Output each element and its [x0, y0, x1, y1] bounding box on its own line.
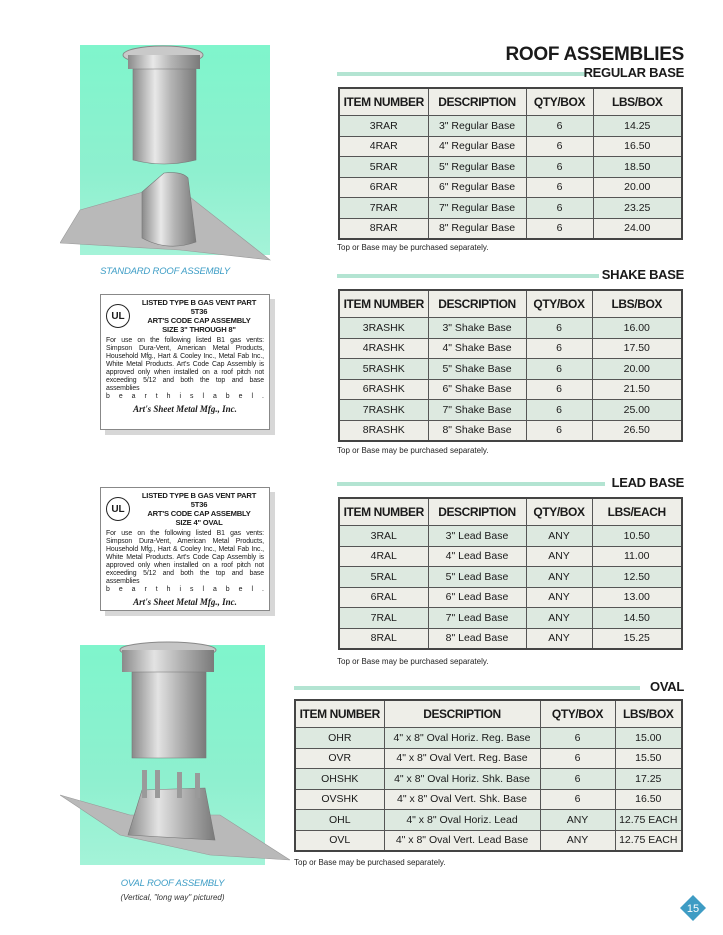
- table-row: [295, 748, 682, 769]
- qty-cell: 6: [526, 318, 592, 339]
- description-cell: 7" Shake Base: [428, 400, 526, 421]
- item-number-cell: OVSHK: [295, 789, 384, 810]
- item-number-cell: 7RAL: [339, 608, 428, 629]
- table-body: [295, 728, 682, 852]
- table-body: [339, 116, 682, 240]
- table-row: [295, 728, 682, 749]
- letter: b: [225, 393, 230, 400]
- section-accent-bar: [337, 274, 599, 278]
- page-number-badge: [680, 895, 706, 921]
- qty-cell: 6: [540, 769, 615, 790]
- column-header: ITEM NUMBER: [339, 498, 428, 526]
- table-row: [295, 769, 682, 790]
- qty-cell: 6: [526, 420, 592, 441]
- table-header-row: [295, 700, 682, 728]
- weight-cell: 12.75 EACH: [615, 830, 682, 851]
- letter: a: [131, 393, 136, 400]
- qty-cell: ANY: [526, 567, 592, 588]
- letter: a: [212, 393, 217, 400]
- weight-cell: 20.00: [592, 359, 682, 380]
- qty-cell: ANY: [526, 608, 592, 629]
- column-header: QTY/BOX: [526, 498, 592, 526]
- table-row: [339, 359, 682, 380]
- table-body: [339, 318, 682, 442]
- label-body: For use on the following listed B1 gas vents: Simpson Dura-Vent, American Metal Products, Household Mfg., Hart & Cooley Inc., Metal Fab Inc., White Metal Products. Art's Code Cap Assembly is approved only when installed on a roof pitch not exceeding 5/12 and both the top and base assemblies: [106, 337, 264, 392]
- weight-cell: 16.50: [593, 136, 682, 157]
- item-number-cell: OVR: [295, 748, 384, 769]
- description-cell: 4" x 8" Oval Vert. Shk. Base: [384, 789, 540, 810]
- table-row: [339, 136, 682, 157]
- label-line-2: ART'S CODE CAP ASSEMBLY: [147, 316, 251, 325]
- qty-cell: 6: [526, 177, 593, 198]
- item-number-cell: 5RAL: [339, 567, 428, 588]
- item-number-cell: OHL: [295, 810, 384, 831]
- section-header-regular-base: [337, 66, 684, 82]
- letter: e: [118, 393, 123, 400]
- description-cell: 4" Regular Base: [428, 136, 526, 157]
- description-cell: 5" Lead Base: [428, 567, 526, 588]
- description-cell: 8" Regular Base: [428, 218, 526, 239]
- qty-cell: 6: [526, 157, 593, 178]
- letter: r: [144, 393, 147, 400]
- label-bear-this-label: [106, 393, 264, 401]
- section-header-oval: [294, 680, 684, 696]
- section-header-lead-base: [337, 476, 684, 492]
- item-number-cell: 8RASHK: [339, 420, 428, 441]
- table-row: [339, 338, 682, 359]
- weight-cell: 15.25: [592, 628, 682, 649]
- description-cell: 8" Lead Base: [428, 628, 526, 649]
- table-row: [339, 318, 682, 339]
- oval-table: [294, 699, 683, 852]
- table-row: [339, 218, 682, 239]
- column-header: ITEM NUMBER: [339, 290, 428, 318]
- qty-cell: 6: [540, 789, 615, 810]
- qty-cell: ANY: [540, 830, 615, 851]
- qty-cell: 6: [526, 379, 592, 400]
- description-cell: 6" Regular Base: [428, 177, 526, 198]
- column-header: QTY/BOX: [526, 290, 592, 318]
- column-header: DESCRIPTION: [428, 290, 526, 318]
- weight-cell: 11.00: [592, 546, 682, 567]
- weight-cell: 18.50: [593, 157, 682, 178]
- table-row: [339, 567, 682, 588]
- qty-cell: 6: [526, 359, 592, 380]
- item-number-cell: 4RAR: [339, 136, 428, 157]
- description-cell: 5" Regular Base: [428, 157, 526, 178]
- letter: e: [238, 586, 243, 593]
- column-header: QTY/BOX: [526, 88, 593, 116]
- letter: b: [106, 586, 110, 593]
- description-cell: 3" Regular Base: [428, 116, 526, 137]
- item-number-cell: 3RAL: [339, 526, 428, 547]
- qty-cell: 6: [526, 136, 593, 157]
- letter: i: [179, 393, 182, 400]
- weight-cell: 14.50: [592, 608, 682, 629]
- item-number-cell: 8RAR: [339, 218, 428, 239]
- description-cell: 4" x 8" Oval Horiz. Reg. Base: [384, 728, 540, 749]
- oval-roof-assembly-illustration: [60, 630, 290, 870]
- column-header: ITEM NUMBER: [339, 88, 428, 116]
- table-note: Top or Base may be purchased separately.: [337, 243, 489, 252]
- letter: l: [202, 393, 204, 400]
- description-cell: 5" Shake Base: [428, 359, 526, 380]
- table-header-row: [339, 88, 682, 116]
- qty-cell: 6: [540, 748, 615, 769]
- section-accent-bar: [337, 72, 587, 76]
- column-header: LBS/EACH: [592, 498, 682, 526]
- table-row: [339, 116, 682, 137]
- item-number-cell: 6RASHK: [339, 379, 428, 400]
- item-number-cell: 3RAR: [339, 116, 428, 137]
- standard-roof-assembly-caption: STANDARD ROOF ASSEMBLY: [100, 266, 230, 277]
- letter: i: [179, 586, 182, 593]
- description-cell: 8" Shake Base: [428, 420, 526, 441]
- table-row: [339, 420, 682, 441]
- oval-roof-assembly-subcaption: (Vertical, "long way" pictured): [120, 893, 225, 902]
- column-header: LBS/BOX: [592, 290, 682, 318]
- column-header: DESCRIPTION: [428, 498, 526, 526]
- table-row: [339, 608, 682, 629]
- weight-cell: 17.50: [592, 338, 682, 359]
- letter: b: [106, 393, 110, 400]
- description-cell: 4" x 8" Oval Horiz. Lead: [384, 810, 540, 831]
- label-manufacturer: Art's Sheet Metal Mfg., Inc.: [133, 404, 237, 414]
- weight-cell: 12.75 EACH: [615, 810, 682, 831]
- column-header: DESCRIPTION: [384, 700, 540, 728]
- letter: l: [202, 586, 204, 593]
- weight-cell: 16.00: [592, 318, 682, 339]
- section-header-shake-base: [337, 268, 684, 284]
- letter: e: [118, 586, 123, 593]
- weight-cell: 10.50: [592, 526, 682, 547]
- letter: h: [166, 393, 171, 400]
- table-row: [339, 177, 682, 198]
- letter: .: [261, 586, 264, 593]
- description-cell: 4" x 8" Oval Vert. Reg. Base: [384, 748, 540, 769]
- table-row: [339, 546, 682, 567]
- column-header: ITEM NUMBER: [295, 700, 384, 728]
- qty-cell: ANY: [540, 810, 615, 831]
- table-row: [295, 789, 682, 810]
- column-header: QTY/BOX: [540, 700, 615, 728]
- description-cell: 4" Shake Base: [428, 338, 526, 359]
- page-title: ROOF ASSEMBLIES: [505, 44, 684, 65]
- shake-base-table: [338, 289, 683, 442]
- letter: l: [251, 586, 253, 593]
- label-line-3: SIZE 3" THROUGH 8": [162, 325, 236, 334]
- oval-roof-assembly-caption: OVAL ROOF ASSEMBLY: [120, 878, 225, 889]
- weight-cell: 13.00: [592, 587, 682, 608]
- table-row: [339, 157, 682, 178]
- section-title: SHAKE BASE: [601, 267, 684, 282]
- description-cell: 4" x 8" Oval Vert. Lead Base: [384, 830, 540, 851]
- section-title: LEAD BASE: [611, 475, 684, 490]
- weight-cell: 23.25: [593, 198, 682, 219]
- weight-cell: 21.50: [592, 379, 682, 400]
- table-row: [339, 198, 682, 219]
- weight-cell: 17.25: [615, 769, 682, 790]
- letter: a: [212, 586, 217, 593]
- description-cell: 7" Lead Base: [428, 608, 526, 629]
- qty-cell: 6: [526, 400, 592, 421]
- qty-cell: 6: [526, 198, 593, 219]
- table-note: Top or Base may be purchased separately.: [337, 446, 489, 455]
- ul-logo-icon: UL: [106, 304, 130, 328]
- description-cell: 3" Shake Base: [428, 318, 526, 339]
- letter: e: [238, 393, 243, 400]
- label-body: For use on the following listed B1 gas vents: Simpson Dura-Vent, American Metal Products, Household Mfg., Hart & Cooley Inc., Metal Fab Inc., White Metal Products. Art's Code Cap Assembly is approved only when installed on a roof pitch not exceeding 5/12 and both the top and base assemblies: [106, 530, 264, 585]
- label-bear-this-label: [106, 586, 264, 594]
- weight-cell: 14.25: [593, 116, 682, 137]
- table-body: [339, 526, 682, 650]
- item-number-cell: 5RAR: [339, 157, 428, 178]
- weight-cell: 20.00: [593, 177, 682, 198]
- label-line-2: ART'S CODE CAP ASSEMBLY: [147, 509, 251, 518]
- table-header-row: [339, 290, 682, 318]
- item-number-cell: 4RAL: [339, 546, 428, 567]
- letter: h: [166, 586, 171, 593]
- qty-cell: 6: [526, 116, 593, 137]
- ul-listing-label-round: [100, 294, 270, 430]
- item-number-cell: 3RASHK: [339, 318, 428, 339]
- item-number-cell: 4RASHK: [339, 338, 428, 359]
- weight-cell: 24.00: [593, 218, 682, 239]
- table-note: Top or Base may be purchased separately.: [294, 858, 446, 867]
- letter: a: [131, 586, 136, 593]
- oval-roof-assembly-photo: [80, 645, 265, 865]
- item-number-cell: 6RAR: [339, 177, 428, 198]
- table-row: [339, 587, 682, 608]
- item-number-cell: OHR: [295, 728, 384, 749]
- qty-cell: 6: [526, 218, 593, 239]
- letter: s: [190, 586, 194, 593]
- page-number: 15: [686, 903, 700, 915]
- weight-cell: 25.00: [592, 400, 682, 421]
- weight-cell: 16.50: [615, 789, 682, 810]
- weight-cell: 26.50: [592, 420, 682, 441]
- table-header-row: [339, 498, 682, 526]
- qty-cell: 6: [540, 728, 615, 749]
- item-number-cell: 6RAL: [339, 587, 428, 608]
- item-number-cell: 5RASHK: [339, 359, 428, 380]
- weight-cell: 12.50: [592, 567, 682, 588]
- description-cell: 4" x 8" Oval Horiz. Shk. Base: [384, 769, 540, 790]
- column-header: DESCRIPTION: [428, 88, 526, 116]
- description-cell: 6" Lead Base: [428, 587, 526, 608]
- ul-listing-label-oval: [100, 487, 270, 611]
- section-title: OVAL: [650, 679, 684, 694]
- letter: t: [155, 586, 158, 593]
- qty-cell: ANY: [526, 587, 592, 608]
- description-cell: 7" Regular Base: [428, 198, 526, 219]
- table-row: [339, 628, 682, 649]
- label-manufacturer: Art's Sheet Metal Mfg., Inc.: [133, 597, 237, 607]
- label-line-3: SIZE 4" OVAL: [175, 518, 223, 527]
- weight-cell: 15.00: [615, 728, 682, 749]
- qty-cell: ANY: [526, 546, 592, 567]
- letter: t: [155, 393, 158, 400]
- item-number-cell: 8RAL: [339, 628, 428, 649]
- table-note: Top or Base may be purchased separately.: [337, 657, 489, 666]
- letter: l: [251, 393, 253, 400]
- letter: s: [190, 393, 194, 400]
- item-number-cell: OHSHK: [295, 769, 384, 790]
- qty-cell: 6: [526, 338, 592, 359]
- item-number-cell: OVL: [295, 830, 384, 851]
- table-row: [339, 400, 682, 421]
- label-line-1: LISTED TYPE B GAS VENT PART 5T36: [141, 298, 257, 316]
- standard-roof-assembly-illustration: [60, 30, 290, 270]
- section-title: REGULAR BASE: [583, 65, 684, 80]
- qty-cell: ANY: [526, 628, 592, 649]
- label-line-1: LISTED TYPE B GAS VENT PART 5T36: [141, 491, 257, 509]
- section-accent-bar: [337, 482, 605, 486]
- letter: r: [144, 586, 147, 593]
- column-header: LBS/BOX: [615, 700, 682, 728]
- description-cell: 4" Lead Base: [428, 546, 526, 567]
- item-number-cell: 7RAR: [339, 198, 428, 219]
- letter: b: [225, 586, 230, 593]
- table-row: [339, 526, 682, 547]
- ul-logo-icon: UL: [106, 497, 130, 521]
- section-accent-bar: [294, 686, 640, 690]
- column-header: LBS/BOX: [593, 88, 682, 116]
- table-row: [295, 830, 682, 851]
- item-number-cell: 7RASHK: [339, 400, 428, 421]
- table-row: [295, 810, 682, 831]
- description-cell: 6" Shake Base: [428, 379, 526, 400]
- regular-base-table: [338, 87, 683, 240]
- description-cell: 3" Lead Base: [428, 526, 526, 547]
- weight-cell: 15.50: [615, 748, 682, 769]
- lead-base-table: [338, 497, 683, 650]
- standard-roof-assembly-photo: [80, 45, 270, 255]
- qty-cell: ANY: [526, 526, 592, 547]
- letter: .: [261, 393, 264, 400]
- table-row: [339, 379, 682, 400]
